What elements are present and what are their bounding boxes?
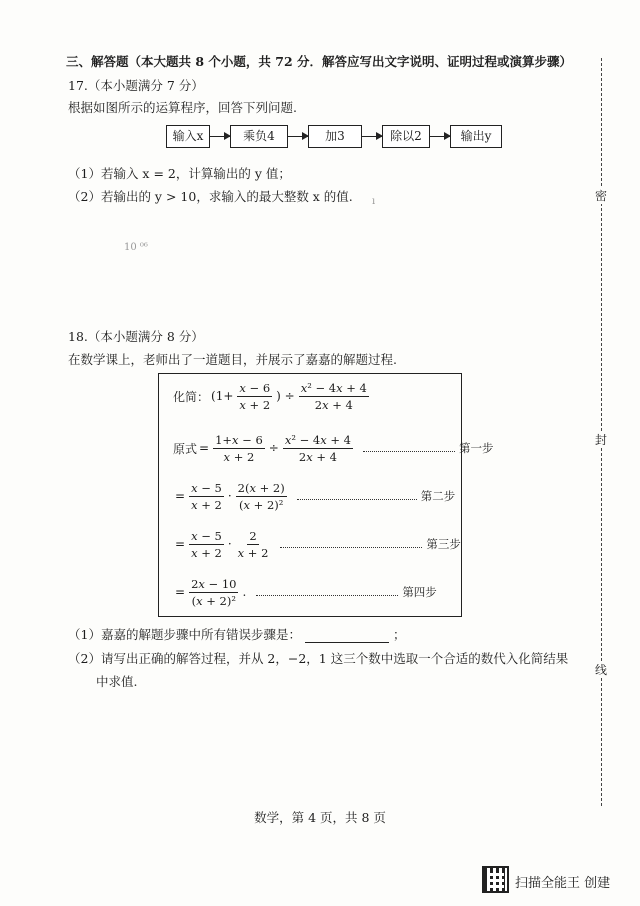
q18-part2: （2）请写出正确的解答过程，并从 2，−2，1 这三个数中选取一个合适的数代入化简结果 xyxy=(68,651,569,666)
scanner-watermark: 扫描全能王 创建 xyxy=(515,876,611,891)
flow-step-divide: 除以2 xyxy=(382,125,430,148)
section-heading: 三、解答题（本大题共 8 个小题，共 72 分．解答应写出文字说明、证明过程或演算步骤） xyxy=(66,54,573,69)
flow-arrow xyxy=(210,136,230,137)
seal-char-mi: 密 xyxy=(594,189,607,203)
flow-step-input: 输入x xyxy=(166,125,210,148)
q17-part1: （1）若输入 x = 2，计算输出的 y 值； xyxy=(68,166,291,181)
page-footer: 数学，第 4 页，共 8 页 xyxy=(254,810,386,825)
flow-arrow xyxy=(362,136,382,137)
q17-header: 17.（本小题满分 7 分） xyxy=(68,78,204,93)
solution-step-2: = $\frac{x - 5}{x + 2}$ · $\frac{2(x + 2)}{\text{(x + 2)²}}$ 第二步 xyxy=(175,480,456,512)
flow-arrow xyxy=(430,136,450,137)
solution-step-4: = $\frac{2x - 10}{\text{(x + 2)²}}$ . 第四步 xyxy=(175,576,437,608)
seal-char-xian: 线 xyxy=(594,663,607,677)
solution-step-3: = $\frac{x - 5}{x + 2}$ · $\frac{2}{x + 2}$ 第三步 xyxy=(175,528,461,560)
q17-intro: 根据如图所示的运算程序，回答下列问题. xyxy=(68,100,297,115)
flow-arrow xyxy=(288,136,308,137)
q18-intro: 在数学课上，老师出了一道题目，并展示了嘉嘉的解题过程. xyxy=(68,352,397,367)
q17-part2: （2）若输出的 y > 10，求输入的最大整数 x 的值. xyxy=(68,189,353,204)
scan-mark: 10 ⁰⁶ xyxy=(124,242,148,253)
problem-expression: 化简： (1+ $\frac{x - 6}{x + 2}$ ) ÷ $\frac{\text{x² − 4x + 4}}{2x + 4}$ xyxy=(173,380,367,412)
seal-char-feng: 封 xyxy=(594,433,607,447)
answer-blank xyxy=(305,630,389,643)
qr-code-icon xyxy=(482,866,509,893)
q18-part1: （1）嘉嘉的解题步骤中所有错误步骤是： ； xyxy=(68,627,406,642)
flow-step-add: 加3 xyxy=(308,125,362,148)
q18-part2-cont: 中求值. xyxy=(96,674,138,689)
solution-box xyxy=(158,373,494,617)
flow-step-output: 输出y xyxy=(450,125,502,148)
q18-header: 18.（本小题满分 8 分） xyxy=(68,329,204,344)
solution-step-1: 原式 = $\frac{1+x - 6}{x + 2}$ ÷ $\frac{\text{x² − 4x + 4}}{2x + 4}$ 第一步 xyxy=(173,432,494,464)
flow-step-multiply: 乘负4 xyxy=(230,125,288,148)
scan-mark: ı xyxy=(372,196,376,207)
